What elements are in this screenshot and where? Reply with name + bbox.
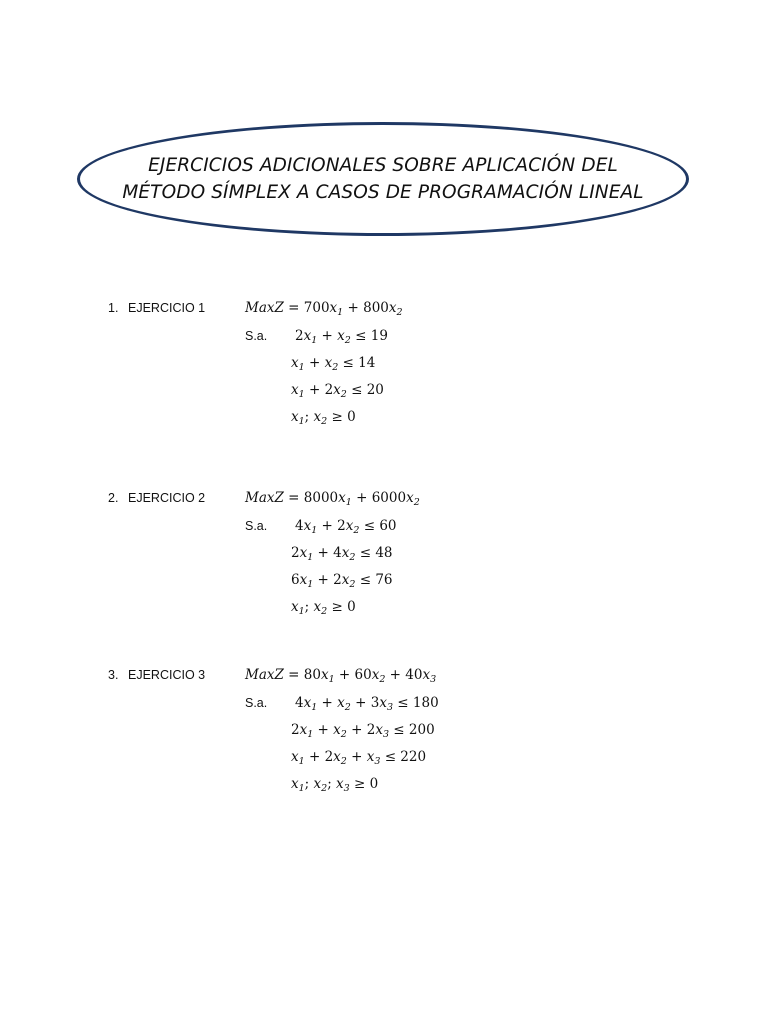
- title-line-2: MÉTODO SÍMPLEX A CASOS DE PROGRAMACIÓN LINEAL: [122, 182, 644, 203]
- subject-to-label: S.a.: [245, 696, 268, 710]
- non-negativity-constraint: $x_1$; $x_2 \ge 0$: [291, 599, 356, 617]
- exercise-title: EJERCICIO 1: [128, 301, 206, 315]
- constraint: $6x_1 + 2x_2 \le 76$: [291, 572, 393, 590]
- objective-function: MaxZ = $8000x_1 + 6000x_2$: [245, 490, 420, 508]
- non-negativity-constraint: $x_1$; $x_2$; $x_3 \ge 0$: [291, 776, 379, 794]
- objective-function: MaxZ = $80x_1 + 60x_2 + 40x_3$: [245, 667, 437, 685]
- constraint: $2x_1 + 4x_2 \le 48$: [291, 545, 393, 563]
- exercise-number: 1.: [108, 301, 119, 315]
- title-line-1: EJERCICIOS ADICIONALES SOBRE APLICACIÓN DEL: [148, 155, 618, 176]
- non-negativity-constraint: $x_1$; $x_2 \ge 0$: [291, 409, 356, 427]
- exercise-title: EJERCICIO 2: [128, 491, 206, 505]
- exercise-number: 3.: [108, 668, 119, 682]
- exercise-label: [108, 665, 205, 685]
- objective-function: MaxZ = $700x_1 + 800x_2$: [245, 300, 403, 318]
- constraint: $2x_1 + x_2 + 2x_3 \le 200$: [291, 722, 435, 740]
- constraint: $2x_1 + x_2 \le 19$: [295, 328, 388, 346]
- exercise-label: [108, 298, 205, 318]
- constraint: $x_1 + 2x_2 + x_3 \le 220$: [291, 749, 427, 767]
- exercise-number: 2.: [108, 491, 119, 505]
- constraint: $x_1 + 2x_2 \le 20$: [291, 382, 384, 400]
- constraint: $x_1 + x_2 \le 14$: [291, 355, 376, 373]
- exercise-label: [108, 488, 205, 508]
- constraint: $4x_1 + 2x_2 \le 60$: [295, 518, 397, 536]
- exercise-title: EJERCICIO 3: [128, 668, 206, 682]
- constraint: $4x_1 + x_2 + 3x_3 \le 180$: [295, 695, 439, 713]
- subject-to-label: S.a.: [245, 329, 268, 343]
- subject-to-label: S.a.: [245, 519, 268, 533]
- title-oval: [77, 122, 689, 236]
